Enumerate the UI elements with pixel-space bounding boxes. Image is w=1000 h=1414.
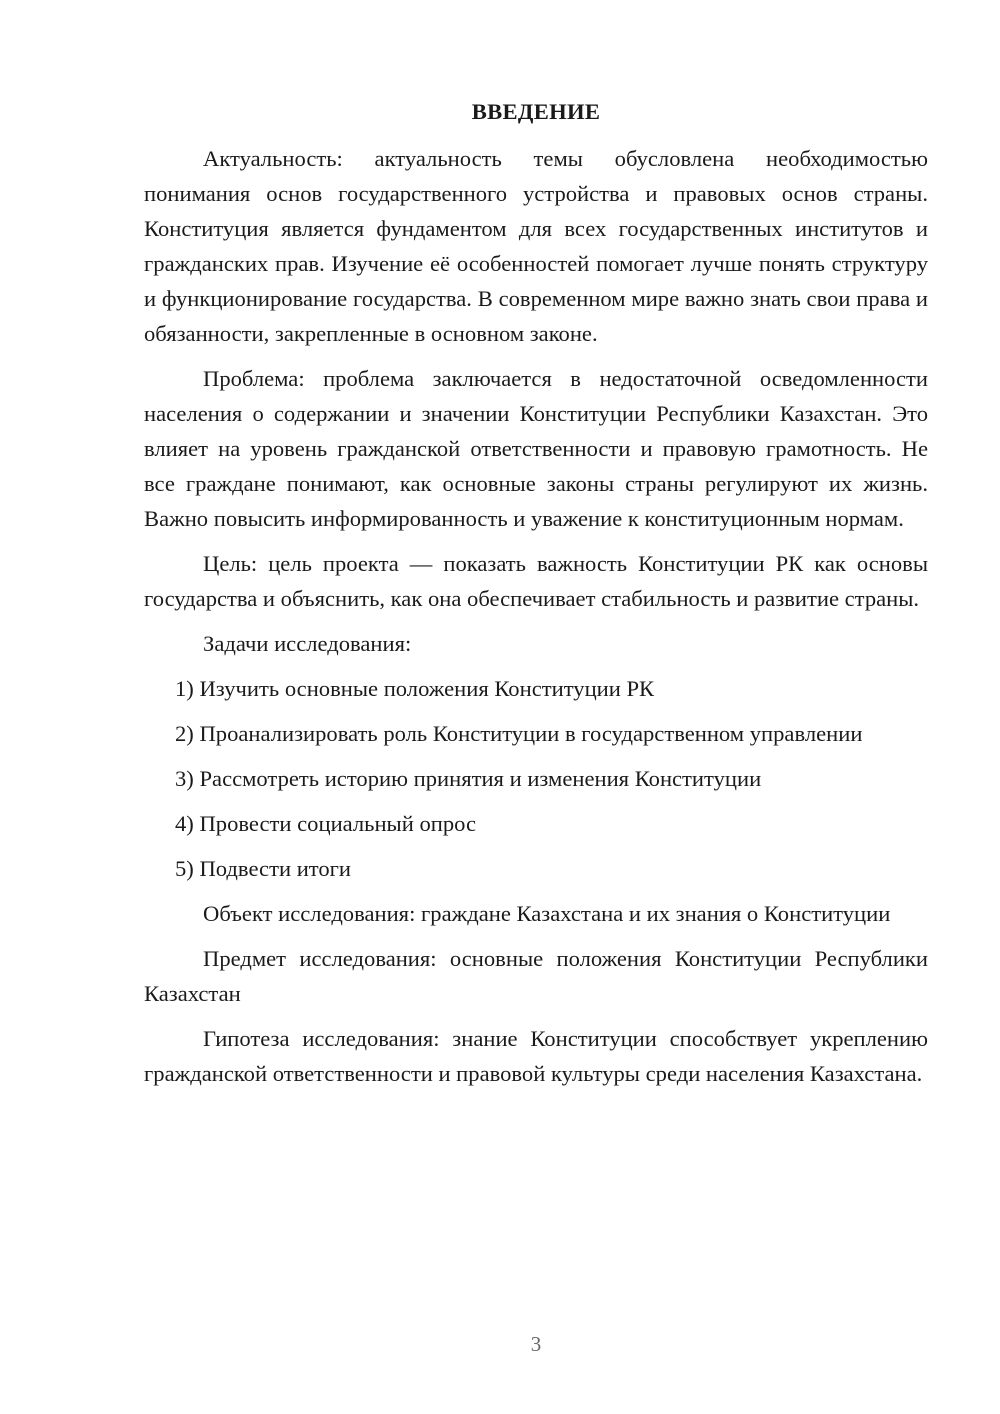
task-item-1: 1) Изучить основные положения Конституции РК [175, 676, 655, 701]
tasks-heading: Задачи исследования: [203, 631, 412, 656]
problem-paragraph: Проблема: проблема заключается в недостаточной осведомленности населения о содержании и значении Конституции Республики Казахстан. Это влияет на уровень гражданской ответственности и правовую грамотность. Не все граждане понимают, как основные законы страны регулируют их жизнь. Важно повысить информированность и уважение к конституционным нормам. [144, 366, 928, 531]
page-number: 3 [530, 1332, 542, 1356]
hypothesis-paragraph: Гипотеза исследования: знание Конституции способствует укреплению гражданской ответственности и правовой культуры среди населения Казахстана. [144, 1026, 928, 1086]
object-paragraph: Объект исследования: граждане Казахстана и их знания о Конституции [203, 901, 891, 926]
task-item-4: 4) Провести социальный опрос [175, 811, 477, 836]
relevance-paragraph: Актуальность: актуальность темы обусловлена необходимостью понимания основ государственного устройства и правовых основ страны. Конституция является фундаментом для всех государственных институтов и гражданских прав. Изучение её особенностей помогает лучше понять структуру и функционирование государства. В современном мире важно знать свои права и обязанности, закрепленные в основном законе. [144, 146, 928, 346]
task-item-3: 3) Рассмотреть историю принятия и изменения Конституции [175, 766, 762, 791]
page-content [144, 94, 928, 1101]
section-title: ВВЕДЕНИЕ [471, 99, 601, 124]
task-item-2: 2) Проанализировать роль Конституции в государственном управлении [175, 721, 863, 746]
task-item-5: 5) Подвести итоги [175, 856, 352, 881]
goal-paragraph: Цель: цель проекта — показать важность Конституции РК как основы государства и объяснить, как она обеспечивает стабильность и развитие страны. [144, 551, 928, 611]
subject-paragraph: Предмет исследования: основные положения Конституции Республики Казахстан [144, 946, 928, 1006]
